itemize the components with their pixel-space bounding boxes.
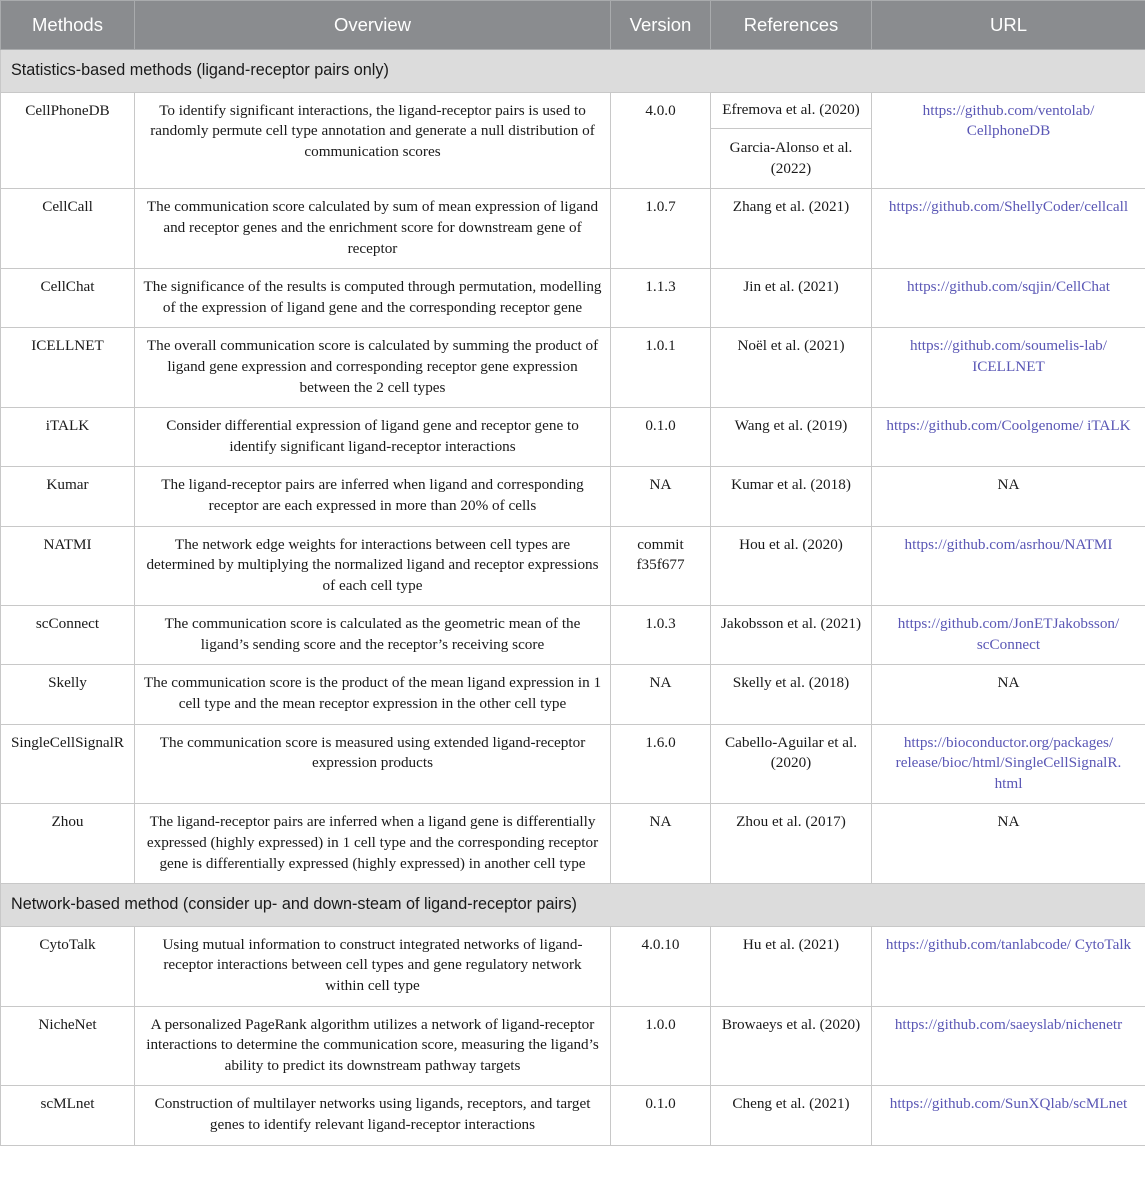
reference-text: Cheng et al. (2021) xyxy=(711,1086,872,1145)
version-text: 1.0.0 xyxy=(611,1006,711,1086)
reference-text: Hou et al. (2020) xyxy=(711,526,872,606)
method-name: Zhou xyxy=(1,804,135,884)
reference-text: Wang et al. (2019) xyxy=(711,408,872,467)
reference-text: Jakobsson et al. (2021) xyxy=(711,606,872,665)
section-header xyxy=(1,884,1145,927)
overview-text: Using mutual information to construct integrated networks of ligand-receptor interactions between cell types and gene regulatory network within cell type xyxy=(135,926,611,1006)
url-text: NA xyxy=(872,804,1145,884)
overview-text: The communication score is calculated as the geometric mean of the ligand’s sending score and the receptor’s receiving score xyxy=(135,606,611,665)
version-text: 0.1.0 xyxy=(611,1086,711,1145)
url-link[interactable]: https://github.com/JonETJakobsson/ scConnect xyxy=(872,606,1145,665)
table-row xyxy=(1,328,1145,408)
references-cell xyxy=(711,92,872,189)
url-link[interactable]: https://github.com/ventolab/ CellphoneDB xyxy=(872,92,1145,189)
overview-text: The overall communication score is calculated by summing the product of ligand gene expression and corresponding receptor gene expression between the 2 cell types xyxy=(135,328,611,408)
overview-text: The communication score is the product of the mean ligand expression in 1 cell type and the mean receptor expression in the other cell type xyxy=(135,665,611,724)
header-version: Version xyxy=(611,1,711,50)
method-name: CytoTalk xyxy=(1,926,135,1006)
version-text: NA xyxy=(611,467,711,526)
header-references: References xyxy=(711,1,872,50)
url-link[interactable]: https://bioconductor.org/packages/ release/bioc/html/SingleCellSignalR. html xyxy=(872,724,1145,804)
reference-text: Browaeys et al. (2020) xyxy=(711,1006,872,1086)
url-text: NA xyxy=(872,467,1145,526)
table-row xyxy=(1,408,1145,467)
table-row xyxy=(1,665,1145,724)
table-row xyxy=(1,926,1145,1006)
reference-text: Zhou et al. (2017) xyxy=(711,804,872,884)
url-link[interactable]: https://github.com/tanlabcode/ CytoTalk xyxy=(872,926,1145,1006)
reference-text: Skelly et al. (2018) xyxy=(711,665,872,724)
overview-text: The ligand-receptor pairs are inferred when a ligand gene is differentially expressed (highly expressed) in 1 cell type and the corresponding receptor gene is differentially expressed (highly expressed) in another cell type xyxy=(135,804,611,884)
table-row xyxy=(1,1086,1145,1145)
overview-text: A personalized PageRank algorithm utilizes a network of ligand-receptor interactions to determine the communication score, measuring the ligand’s ability to predict its downstream pathway targets xyxy=(135,1006,611,1086)
method-name: scMLnet xyxy=(1,1086,135,1145)
url-link[interactable]: https://github.com/sqjin/CellChat xyxy=(872,269,1145,328)
overview-text: The significance of the results is computed through permutation, modelling of the expression of ligand gene and the corresponding receptor gene xyxy=(135,269,611,328)
version-text: 1.0.3 xyxy=(611,606,711,665)
overview-text: The network edge weights for interactions between cell types are determined by multiplying the normalized ligand and receptor expressions of each cell type xyxy=(135,526,611,606)
method-name: NicheNet xyxy=(1,1006,135,1086)
url-link[interactable]: https://github.com/soumelis-lab/ ICELLNET xyxy=(872,328,1145,408)
overview-text: The communication score is measured using extended ligand-receptor expression products xyxy=(135,724,611,804)
url-link[interactable]: https://github.com/ShellyCoder/cellcall xyxy=(872,189,1145,269)
table-row xyxy=(1,606,1145,665)
table-row xyxy=(1,92,1145,189)
header-url: URL xyxy=(872,1,1145,50)
overview-text: Construction of multilayer networks using ligands, receptors, and target genes to identify relevant ligand-receptor interactions xyxy=(135,1086,611,1145)
header-row xyxy=(1,1,1145,50)
url-link[interactable]: https://github.com/asrhou/NATMI xyxy=(872,526,1145,606)
version-text: NA xyxy=(611,804,711,884)
version-text: 4.0.10 xyxy=(611,926,711,1006)
method-name: ICELLNET xyxy=(1,328,135,408)
reference-text: Efremova et al. (2020) xyxy=(711,93,871,130)
section-title: Network-based method (consider up- and down-steam of ligand-receptor pairs) xyxy=(1,884,1145,927)
overview-text: To identify significant interactions, the ligand-receptor pairs is used to randomly permute cell type annotation and generate a null distribution of communication scores xyxy=(135,92,611,189)
section-header xyxy=(1,50,1145,93)
reference-text: Hu et al. (2021) xyxy=(711,926,872,1006)
method-name: CellCall xyxy=(1,189,135,269)
reference-text: Jin et al. (2021) xyxy=(711,269,872,328)
overview-text: The communication score calculated by sum of mean expression of ligand and receptor genes and the enrichment score for downstream gene of receptor xyxy=(135,189,611,269)
method-name: scConnect xyxy=(1,606,135,665)
url-link[interactable]: https://github.com/SunXQlab/scMLnet xyxy=(872,1086,1145,1145)
table-row xyxy=(1,804,1145,884)
table-row xyxy=(1,269,1145,328)
overview-text: Consider differential expression of ligand gene and receptor gene to identify significant ligand-receptor interactions xyxy=(135,408,611,467)
version-text: 1.6.0 xyxy=(611,724,711,804)
table-row xyxy=(1,724,1145,804)
section-title: Statistics-based methods (ligand-receptor pairs only) xyxy=(1,50,1145,93)
method-name: iTALK xyxy=(1,408,135,467)
version-text: 1.0.1 xyxy=(611,328,711,408)
reference-text: Zhang et al. (2021) xyxy=(711,189,872,269)
table-row xyxy=(1,1006,1145,1086)
table-row xyxy=(1,189,1145,269)
header-overview: Overview xyxy=(135,1,611,50)
method-name: CellPhoneDB xyxy=(1,92,135,189)
table-body xyxy=(1,50,1145,1146)
method-name: Kumar xyxy=(1,467,135,526)
url-link[interactable]: https://github.com/Coolgenome/ iTALK xyxy=(872,408,1145,467)
version-text: 1.1.3 xyxy=(611,269,711,328)
reference-text: Cabello-Aguilar et al. (2020) xyxy=(711,724,872,804)
version-text: 1.0.7 xyxy=(611,189,711,269)
reference-text: Kumar et al. (2018) xyxy=(711,467,872,526)
version-text: commit f35f677 xyxy=(611,526,711,606)
version-text: 4.0.0 xyxy=(611,92,711,189)
method-name: SingleCellSignalR xyxy=(1,724,135,804)
table-row xyxy=(1,526,1145,606)
version-text: NA xyxy=(611,665,711,724)
version-text: 0.1.0 xyxy=(611,408,711,467)
url-text: NA xyxy=(872,665,1145,724)
method-name: NATMI xyxy=(1,526,135,606)
reference-text: Noël et al. (2021) xyxy=(711,328,872,408)
header-methods: Methods xyxy=(1,1,135,50)
method-name: CellChat xyxy=(1,269,135,328)
method-name: Skelly xyxy=(1,665,135,724)
reference-text: Garcia-Alonso et al. (2022) xyxy=(729,139,853,177)
table-row xyxy=(1,467,1145,526)
overview-text: The ligand-receptor pairs are inferred when ligand and corresponding receptor are each expressed in more than 20% of cells xyxy=(135,467,611,526)
url-link[interactable]: https://github.com/saeyslab/nichenetr xyxy=(872,1006,1145,1086)
